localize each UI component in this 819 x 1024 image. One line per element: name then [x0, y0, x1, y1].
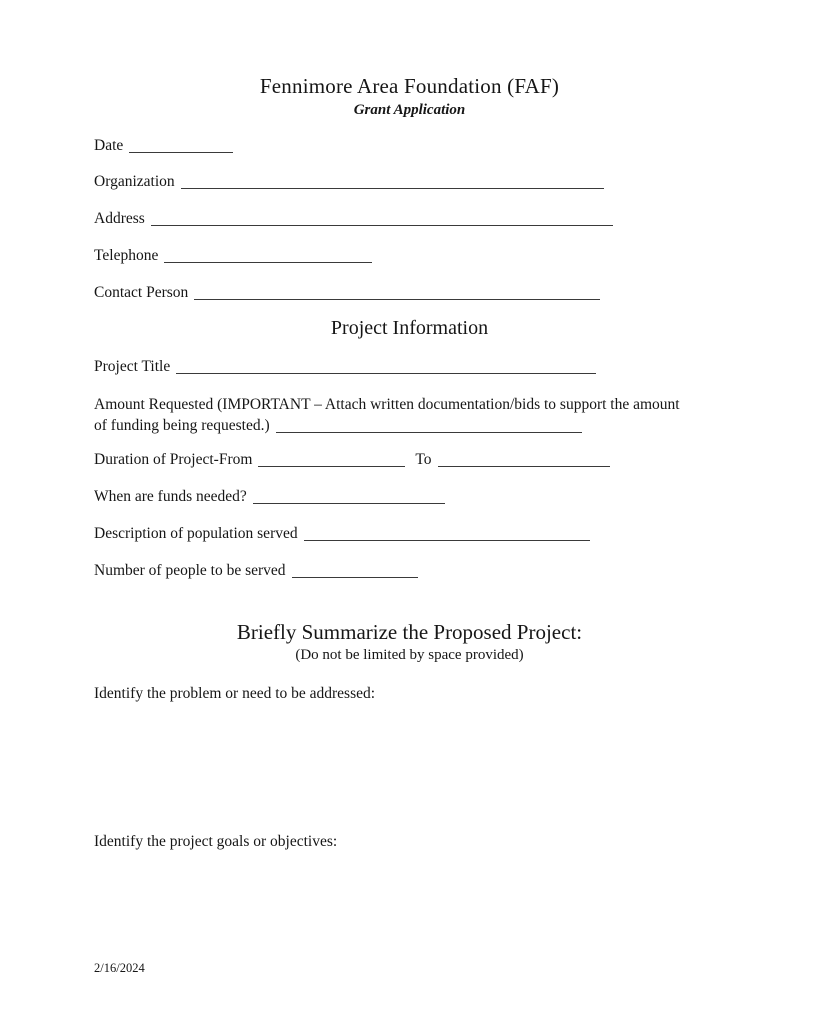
section-heading-project-information: Project Information — [330, 317, 489, 339]
field-organization[interactable] — [94, 172, 604, 192]
field-project-title[interactable] — [94, 357, 596, 377]
field-population-served[interactable] — [94, 524, 590, 544]
page-subtitle: Grant Application — [353, 102, 466, 118]
footer-date: 2/16/2024 — [94, 961, 145, 975]
field-funds-needed-rule[interactable] — [253, 503, 445, 504]
field-project-duration[interactable] — [94, 450, 610, 470]
field-telephone-label: Telephone — [94, 247, 159, 264]
field-date[interactable] — [94, 136, 233, 156]
field-contact-person-label: Contact Person — [94, 284, 189, 301]
field-date-label: Date — [94, 137, 124, 154]
field-amount-requested-label: of funding being requested.) — [94, 417, 270, 434]
field-population-served-label: Description of population served — [94, 525, 298, 542]
field-amount-requested-line1: Amount Requested (IMPORTANT – Attach written documentation/bids to support the amount — [94, 396, 680, 413]
field-telephone[interactable] — [94, 246, 372, 266]
answer-area-problem-or-need[interactable] — [94, 706, 719, 824]
field-number-served-label: Number of people to be served — [94, 562, 286, 579]
field-duration-to-rule[interactable] — [438, 466, 610, 467]
field-contact-person[interactable] — [94, 283, 600, 303]
field-amount-requested-rule[interactable] — [276, 432, 582, 433]
field-telephone-rule[interactable] — [164, 262, 372, 263]
field-address[interactable] — [94, 209, 613, 229]
field-funds-needed-label: When are funds needed? — [94, 488, 247, 505]
field-duration-from-label: Duration of Project-From — [94, 451, 253, 468]
field-date-rule[interactable] — [129, 152, 233, 153]
page-title: Fennimore Area Foundation (FAF) — [259, 74, 560, 98]
field-funds-needed[interactable] — [94, 487, 445, 507]
answer-area-project-goals[interactable] — [94, 854, 719, 950]
field-number-served-rule[interactable] — [292, 577, 418, 578]
section-heading-summary: Briefly Summarize the Proposed Project: — [236, 620, 583, 644]
section-note-summary: (Do not be limited by space provided) — [295, 647, 524, 663]
field-address-rule[interactable] — [151, 225, 613, 226]
field-project-title-label: Project Title — [94, 358, 171, 375]
field-duration-from-rule[interactable] — [258, 466, 405, 467]
field-organization-label: Organization — [94, 173, 175, 190]
field-population-served-rule[interactable] — [304, 540, 590, 541]
field-contact-person-rule[interactable] — [194, 299, 600, 300]
prompt-project-goals: Identify the project goals or objectives: — [94, 833, 338, 850]
field-project-title-rule[interactable] — [176, 373, 596, 374]
field-duration-to-label: To — [415, 451, 432, 468]
field-number-served[interactable] — [94, 561, 418, 581]
prompt-problem-or-need: Identify the problem or need to be addressed: — [94, 685, 376, 702]
field-organization-rule[interactable] — [181, 188, 604, 189]
field-address-label: Address — [94, 210, 145, 227]
field-amount-requested[interactable] — [94, 394, 719, 436]
